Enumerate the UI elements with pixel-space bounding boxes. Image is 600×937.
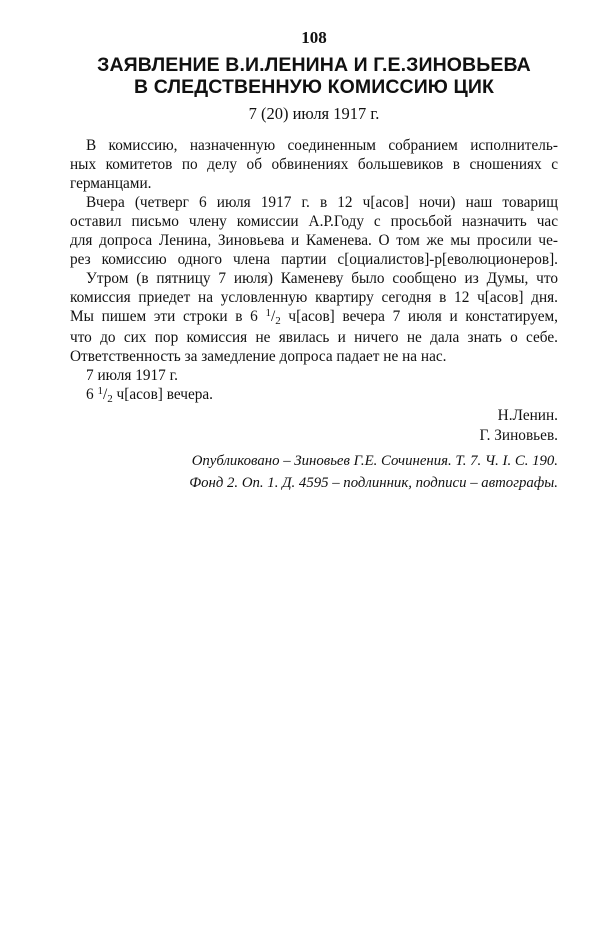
text-line: В комиссию, назначенную соединенным собранием исполнитель- [86, 137, 558, 154]
document-page [70, 26, 558, 494]
text-line: Вчера (четверг 6 июля 1917 г. в 12 ч[асов] ночи) наш товарищ [86, 194, 558, 211]
fraction-whole: 6 [86, 386, 94, 403]
fraction-denominator: 2 [107, 393, 113, 405]
text-line: что до сих пор комиссия не явилась и ничего не дала знать о себе. [70, 329, 558, 346]
page-number: 108 [301, 28, 327, 47]
fraction-slash: / [102, 386, 108, 403]
text-line: рез комиссию одного члена партии с[оциалистов]-р[еволюционеров]. [70, 251, 558, 268]
title-line-1: ЗАЯВЛЕНИЕ В.И.ЛЕНИНА И Г.Е.ЗИНОВЬЕВА [97, 54, 531, 76]
title-line-2: В СЛЕДСТВЕННУЮ КОМИССИЮ ЦИК [134, 76, 494, 98]
text-fragment: Мы пишем эти строки в [70, 308, 251, 325]
fraction-denominator: 2 [275, 315, 281, 327]
closing-date: 7 июля 1917 г. [86, 367, 178, 384]
paragraph-addressee [70, 136, 558, 193]
paragraph-morning [70, 269, 558, 366]
fraction-numerator: 1 [265, 307, 271, 319]
fraction-numerator: 1 [97, 385, 103, 397]
document-body [70, 136, 558, 406]
text-fragment: ч[асов] вечера 7 июля и констатируем, [280, 308, 558, 325]
text-line: Ответственность за замедление допроса падает не на нас. [70, 348, 447, 365]
fraction-whole: 6 [250, 308, 258, 325]
archive-note: Фонд 2. Оп. 1. Д. 4595 – подлинник, подписи – автографы. [189, 475, 558, 491]
text-line: оставил письмо члену комиссии А.Р.Году с просьбой назначить час [70, 213, 558, 230]
text-line: комиссия приедет на условленную квартиру сегодня в 12 ч[асов] дня. [70, 289, 558, 306]
signature-lenin: Н.Ленин. [497, 407, 558, 424]
signature-zinoviev: Г. Зиновьев. [479, 427, 558, 444]
closing-time [70, 385, 558, 406]
document-title [70, 54, 558, 98]
text-line-with-fraction [70, 307, 558, 328]
text-fragment: ч[асов] вечера. [112, 386, 214, 403]
paragraph-yesterday [70, 193, 558, 269]
publication-note: Опубликовано – Зиновьев Г.Е. Сочинения. Т. 7. Ч. I. С. 190. [191, 453, 558, 469]
text-line: ных комитетов по делу об обвинениях большевиков в сношениях с [70, 156, 558, 173]
text-line: германцами. [70, 175, 152, 192]
document-date: 7 (20) июля 1917 г. [248, 104, 380, 123]
text-line: Утром (в пятницу 7 июля) Каменеву было сообщено из Думы, что [86, 270, 558, 287]
text-line: для допроса Ленина, Зиновьева и Каменева. О том же мы просили че- [70, 232, 558, 249]
fraction-slash: / [271, 308, 276, 325]
